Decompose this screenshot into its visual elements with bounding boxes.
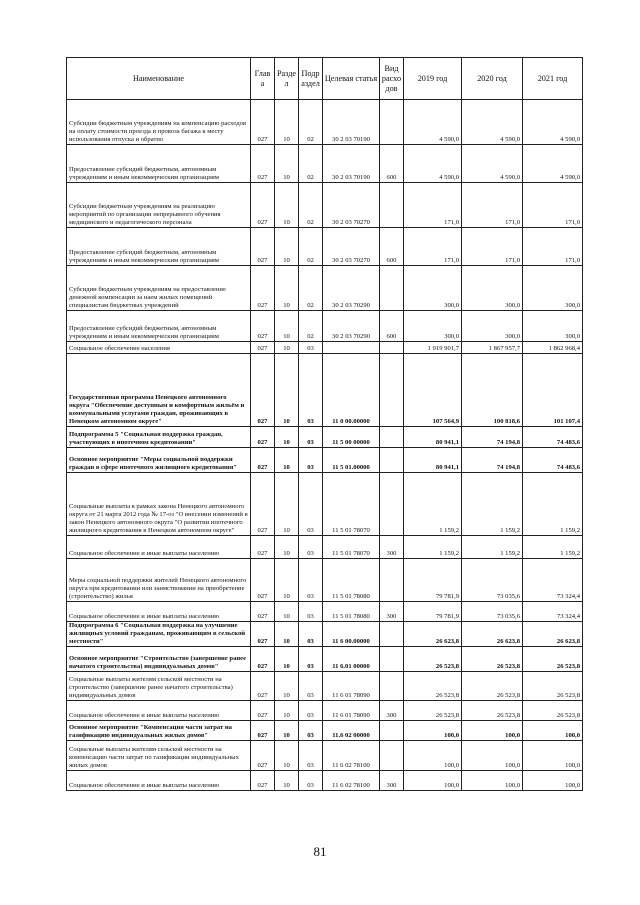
cell-y2020: 1 159,2 [462,536,523,559]
cell-y2019: 26 523,8 [404,672,462,701]
cell-glava: 027 [251,145,275,183]
cell-y2020: 4 590,0 [462,100,523,145]
cell-vid [380,672,404,701]
cell-y2020: 73 035,6 [462,559,523,602]
table-row [67,448,583,473]
cell-y2019: 80 941,1 [404,427,462,448]
cell-glava: 027 [251,311,275,342]
cell-glava: 027 [251,183,275,228]
cell-razdel: 10 [275,448,299,473]
cell-name: Социальное обеспечение и иные выплаты населению [67,701,251,721]
cell-target: 11 5 01 78080 [323,602,380,622]
cell-y2021: 73 324,4 [523,602,583,622]
cell-y2019: 79 781,9 [404,559,462,602]
cell-vid [380,266,404,311]
cell-y2020: 100 818,6 [462,354,523,427]
cell-name: Социальное обеспечение и иные выплаты населению [67,602,251,622]
cell-glava: 027 [251,266,275,311]
cell-y2019: 100,0 [404,771,462,791]
cell-y2021: 26 623,8 [523,622,583,647]
cell-podrazdel: 02 [299,311,323,342]
cell-y2021: 300,0 [523,311,583,342]
cell-podrazdel: 02 [299,100,323,145]
cell-y2021: 1 159,2 [523,536,583,559]
cell-podrazdel: 03 [299,342,323,354]
table-row [67,311,583,342]
cell-y2021: 26 523,8 [523,701,583,721]
cell-y2019: 26 523,8 [404,701,462,721]
cell-y2019: 1 919 901,7 [404,342,462,354]
table-row [67,741,583,771]
cell-glava: 027 [251,100,275,145]
cell-y2019: 171,0 [404,183,462,228]
table-row [67,427,583,448]
cell-y2019: 1 159,2 [404,536,462,559]
cell-podrazdel: 03 [299,741,323,771]
cell-y2021: 100,0 [523,771,583,791]
cell-y2020: 300,0 [462,266,523,311]
cell-y2021: 1 159,2 [523,473,583,536]
cell-vid: 600 [380,311,404,342]
cell-y2020: 100,0 [462,771,523,791]
cell-y2021: 73 324,4 [523,559,583,602]
cell-y2021: 100,0 [523,741,583,771]
cell-y2020: 171,0 [462,228,523,266]
header-year-2021: 2021 год [523,58,583,100]
cell-glava: 027 [251,622,275,647]
cell-glava: 027 [251,741,275,771]
cell-y2021: 100,0 [523,721,583,741]
cell-target: 11 6 00.00000 [323,622,380,647]
cell-vid [380,183,404,228]
table-row [67,342,583,354]
cell-target: 11 6.01 00000 [323,647,380,672]
cell-glava: 027 [251,228,275,266]
cell-y2019: 80 941,1 [404,448,462,473]
table-row [67,473,583,536]
cell-glava: 027 [251,473,275,536]
cell-name: Социальные выплаты жителям сельской местности на компенсацию части затрат по газификации индивидуальных жилых домов [67,741,251,771]
cell-podrazdel: 02 [299,266,323,311]
cell-name: Меры социальной поддержки жителей Ненецкого автономного округа при кредитовании или заимствовании на приобретение (строительство) жилья [67,559,251,602]
cell-name: Социальные выплаты в рамках закона Ненецкого автономного округа от 21 марта 2012 года № 17-оз "О внесении изменений в закон Ненецкого автономного округа "О развитии ипотечного жилищного кредитования в Ненецком автономном округе" [67,473,251,536]
cell-target: 30 2 03 70190 [323,145,380,183]
cell-podrazdel: 02 [299,183,323,228]
cell-target: 30 2 03 70290 [323,266,380,311]
cell-vid [380,354,404,427]
cell-target: 11 5 01.00000 [323,448,380,473]
cell-podrazdel: 03 [299,427,323,448]
cell-y2021: 74 483,6 [523,427,583,448]
cell-vid [380,721,404,741]
cell-vid: 600 [380,228,404,266]
cell-podrazdel: 03 [299,559,323,602]
cell-y2019: 26 523,8 [404,647,462,672]
cell-target: 30 2 03 70270 [323,228,380,266]
cell-y2021: 171,0 [523,228,583,266]
cell-glava: 027 [251,701,275,721]
cell-podrazdel: 03 [299,602,323,622]
header-glava: Глав а [251,58,275,100]
cell-podrazdel: 03 [299,622,323,647]
table-row [67,183,583,228]
cell-y2020: 73 035,6 [462,602,523,622]
cell-vid: 300 [380,701,404,721]
cell-name: Подпрограмма 6 "Социальная поддержка на улучшение жилищных условий гражданам, проживающим в сельской местности" [67,622,251,647]
cell-name: Подпрограмма 5 "Социальная поддержка граждан, участвующих в ипотечном кредитовании" [67,427,251,448]
cell-glava: 027 [251,427,275,448]
cell-glava: 027 [251,771,275,791]
cell-glava: 027 [251,672,275,701]
cell-razdel: 10 [275,536,299,559]
cell-name: Государственная программа Ненецкого автономного округа "Обеспечение доступным и комфортным жильём и коммунальными услугами граждан, проживающих в Ненецком автономном округе" [67,354,251,427]
cell-y2019: 1 159,2 [404,473,462,536]
cell-name: Основное мероприятие "Меры социальной поддержки граждан в сфере ипотечного жилищного кредитования" [67,448,251,473]
table-row [67,228,583,266]
budget-table [66,57,583,791]
cell-y2020: 300,0 [462,311,523,342]
cell-y2020: 100,0 [462,721,523,741]
cell-podrazdel: 03 [299,672,323,701]
header-podrazdel: Подр аздел [299,58,323,100]
cell-razdel: 10 [275,701,299,721]
cell-name: Субсидии бюджетным учреждениям на реализацию мероприятий по организации непрерывного обучения медицинского и педагогического персонала [67,183,251,228]
cell-vid [380,559,404,602]
cell-vid: 300 [380,536,404,559]
cell-podrazdel: 03 [299,701,323,721]
cell-target: 11 0 00.00000 [323,354,380,427]
cell-target [323,342,380,354]
cell-y2019: 171,0 [404,228,462,266]
cell-y2020: 1 159,2 [462,473,523,536]
cell-target: 30 2 03 70270 [323,183,380,228]
cell-target: 11 5 01 78070 [323,536,380,559]
cell-razdel: 10 [275,183,299,228]
page-number: 81 [313,844,327,859]
cell-glava: 027 [251,354,275,427]
cell-y2019: 300,0 [404,266,462,311]
cell-glava: 027 [251,559,275,602]
cell-name: Социальные выплаты жителям сельской местности на строительство (завершение ранее начатого строительства) индивидуальных домов [67,672,251,701]
table-body [67,100,583,791]
cell-y2020: 1 867 957,7 [462,342,523,354]
cell-y2020: 74 194,8 [462,427,523,448]
cell-razdel: 10 [275,473,299,536]
table-row [67,559,583,602]
cell-y2020: 100,0 [462,741,523,771]
table-row [67,647,583,672]
cell-name: Предоставление субсидий бюджетным, автономным учреждениям и иным некоммерческим организациям [67,145,251,183]
cell-y2021: 4 590,0 [523,145,583,183]
cell-glava: 027 [251,448,275,473]
cell-glava: 027 [251,342,275,354]
cell-podrazdel: 02 [299,145,323,183]
cell-razdel: 10 [275,622,299,647]
cell-glava: 027 [251,721,275,741]
header-target-article: Целевая статья [323,58,380,100]
table-header-row [67,58,583,100]
table-row [67,354,583,427]
cell-y2021: 26 523,8 [523,672,583,701]
cell-target: 30 2 03 70290 [323,311,380,342]
cell-vid [380,100,404,145]
cell-razdel: 10 [275,100,299,145]
cell-name: Предоставление субсидий бюджетным, автономным учреждениям и иным некоммерческим организациям [67,311,251,342]
cell-razdel: 10 [275,741,299,771]
cell-podrazdel: 03 [299,771,323,791]
cell-podrazdel: 03 [299,647,323,672]
cell-vid: 300 [380,771,404,791]
cell-razdel: 10 [275,228,299,266]
cell-name: Субсидии бюджетным учреждениям на компенсацию расходов на оплату стоимости проезда и провоза багажа к месту использования отпуска и обратно [67,100,251,145]
cell-y2019: 26 623,8 [404,622,462,647]
cell-y2019: 100,0 [404,741,462,771]
cell-razdel: 10 [275,266,299,311]
cell-razdel: 10 [275,672,299,701]
cell-razdel: 10 [275,602,299,622]
cell-vid [380,647,404,672]
cell-glava: 027 [251,536,275,559]
cell-vid [380,741,404,771]
table-row [67,672,583,701]
cell-vid [380,448,404,473]
cell-y2019: 107 564,9 [404,354,462,427]
cell-name: Основное мероприятие "Компенсация части затрат на газификацию индивидуальных жилых домов" [67,721,251,741]
cell-y2021: 171,0 [523,183,583,228]
cell-podrazdel: 03 [299,448,323,473]
cell-razdel: 10 [275,354,299,427]
cell-name: Социальное обеспечение и иные выплаты населению [67,771,251,791]
header-name: Наименование [67,58,251,100]
cell-y2019: 100,0 [404,721,462,741]
cell-glava: 027 [251,602,275,622]
cell-y2019: 79 781,9 [404,602,462,622]
cell-razdel: 10 [275,559,299,602]
cell-y2021: 1 862 968,4 [523,342,583,354]
cell-target: 11 5 00 00000 [323,427,380,448]
cell-podrazdel: 03 [299,354,323,427]
cell-y2019: 4 590,0 [404,145,462,183]
header-expense-type: Вид расхо дов [380,58,404,100]
cell-y2020: 26 623,8 [462,622,523,647]
cell-podrazdel: 03 [299,536,323,559]
cell-y2020: 4 590,0 [462,145,523,183]
table-row [67,100,583,145]
cell-y2020: 74 194,8 [462,448,523,473]
cell-y2021: 74 483,6 [523,448,583,473]
table-row [67,622,583,647]
cell-y2021: 26 523,8 [523,647,583,672]
cell-vid: 600 [380,145,404,183]
cell-vid [380,622,404,647]
cell-y2020: 171,0 [462,183,523,228]
cell-podrazdel: 03 [299,473,323,536]
cell-y2020: 26 523,8 [462,701,523,721]
header-razdel: Разде л [275,58,299,100]
cell-target: 11 6 02 78100 [323,771,380,791]
cell-y2020: 26 523,8 [462,647,523,672]
cell-y2021: 101 107,4 [523,354,583,427]
table-row [67,721,583,741]
cell-y2019: 4 590,0 [404,100,462,145]
cell-razdel: 10 [275,311,299,342]
table-row [67,701,583,721]
cell-target: 11 6 01 78090 [323,672,380,701]
cell-name: Основное мероприятие "Строительство (завершение ранее начатого строительства) индивидуальных домов" [67,647,251,672]
cell-vid [380,427,404,448]
cell-glava: 027 [251,647,275,672]
cell-name: Предоставление субсидий бюджетным, автономным учреждениям и иным некоммерческим организациям [67,228,251,266]
cell-y2019: 300,0 [404,311,462,342]
cell-target: 11 6 02 78100 [323,741,380,771]
table-row [67,536,583,559]
cell-razdel: 10 [275,427,299,448]
cell-razdel: 10 [275,721,299,741]
table-row [67,602,583,622]
cell-podrazdel: 02 [299,228,323,266]
cell-target: 11.6 02 00000 [323,721,380,741]
cell-vid: 300 [380,602,404,622]
cell-y2021: 300,0 [523,266,583,311]
cell-razdel: 10 [275,342,299,354]
cell-target: 11 6 01 78090 [323,701,380,721]
cell-y2021: 4 590,0 [523,100,583,145]
cell-target: 11 5 01 78070 [323,473,380,536]
cell-razdel: 10 [275,145,299,183]
cell-target: 11 5 01 78080 [323,559,380,602]
cell-podrazdel: 03 [299,721,323,741]
cell-vid [380,342,404,354]
cell-name: Социальное обеспечение и иные выплаты населению [67,536,251,559]
table-row [67,145,583,183]
table-row [67,266,583,311]
cell-target: 30 2 03 70190 [323,100,380,145]
cell-name: Социальное обеспечение населения [67,342,251,354]
header-year-2019: 2019 год [404,58,462,100]
cell-y2020: 26 523,8 [462,672,523,701]
header-year-2020: 2020 год [462,58,523,100]
table-row [67,771,583,791]
cell-razdel: 10 [275,647,299,672]
cell-razdel: 10 [275,771,299,791]
cell-name: Субсидии бюджетным учреждениям на предоставление денежной компенсации за наем жилых помещений специалистам бюджетных учреждений [67,266,251,311]
cell-vid [380,473,404,536]
